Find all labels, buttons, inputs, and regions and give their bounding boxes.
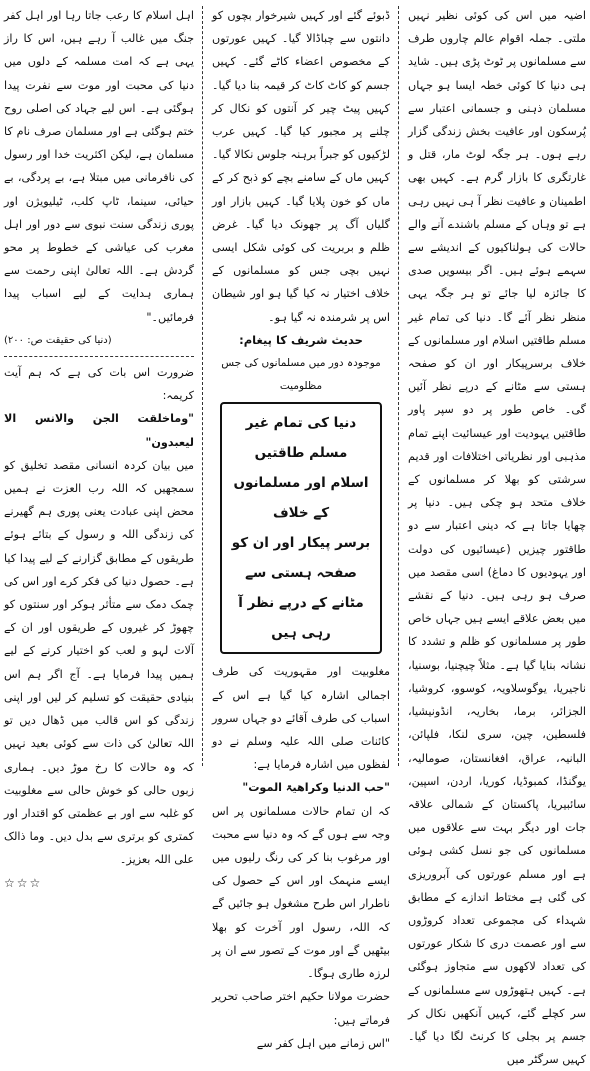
pull-quote-line: اسلام اور مسلمانوں کے خلاف (233, 475, 369, 522)
middle-paragraph-2: مغلوبیت اور مقہوریت کی طرف اجمالی اشارہ کیا گیا ہے اس کے اسباب کی طرف آقائے دو جہاں سرور کائنات صلی اللہ علیہ وسلم نے دو لفظوں میں اشارہ فرمایا ہے: (212, 665, 390, 772)
hadith-quote: "حب الدنیا وکراھیۃ الموت" (242, 781, 390, 795)
column-right-paragraph: اضیہ میں اس کی کوئی نظیر نہیں ملتی۔ جملہ اقوام عالم چاروں طرف سے مسلمانوں پر ٹوٹ پڑی ہیں۔ شاید ہی دنیا کا کوئی خطہ ایسا ہو جہاں مسلمان ذہنی و جسمانی اعتبار سے پُرسکون اور عافیت بخش زندگی گزار رہے ہوں۔ ہر جگہ لوٹ مار، قتل و غارتگری کا بازار گرم ہے۔ کہیں بھی اطمینان و عافیت نظر آ ہی نہیں رہی ہے تو وہاں کے مسلم باشندے آنے والے حالات کی ہولناکیوں کے اندیشے سے سہمے ہوئے ہیں۔ اگر بیسویں صدی کا جائزہ لیا جائے تو ہر جگہ یہی منظر نظر آئے گا۔ دنیا کی تمام غیر مسلم طاقتیں اسلام اور مسلمانوں کے خلاف برسرپیکار اور ان کو صفحہ ہستی سے مٹانے کے درپے نظر آئیں گی۔ خاص طور پر دو سپر پاور طاقتیں یہودیت اور عیسائیت اپنے تمام مذہبی اور نظریاتی اختلافات اور قدیم سرشتی کو بھلا کر مسلمانوں کے خلاف متحد ہو چکی ہیں۔ دنیا پر چھایا جاتا ہے کہ دینی اعتبار سے دو طاقتور چیزیں (عیسائیوں کی دولت اور یہودیوں کا دماغ) اسی مقصد میں صرف ہو رہی ہیں۔ دنیا کے نقشے میں بعض علاقے ایسے ہیں جہاں خاص طور پر مسلمانوں کو ظلم و تشدد کا نشانہ بنایا گیا ہے۔ مثلاً چیچنیا، بوسنیا، ناجیریا، یوگوسلاویہ، کوسوو، کروشیا، الجزائر، برما، بخاریہ، انڈونیشیا، فلسطین، چین، سری لنکا، فلپائن، البانیہ، عراق، افغانستان، صومالیہ، یوگنڈا، کمبوڈیا، کوریا، اردن، اسپین، سائبیریا، پاکستان کے شمالی علاقہ جات اور دیگر بہت سے علاقوں میں مسلمانوں کی جو نسل کشی ہوئی ہے اور مسلم عورتوں کی آبروریزی کی گئی ہے مختاط اندازے کے مطابق شہداء کی مجموعی تعداد کروڑوں سے اور عصمت دری کا شکار عورتوں کی تعداد لاکھوں سے متجاوز ہوگئی ہے۔ کہیں ہتھوڑوں سے مسلمانوں کے سر کچلے گئے، کہیں آنکھیں نکال کر جسم پر بجلی کا کرنٹ لگا دیا گیا۔ کہیں سرگٹر میں (408, 9, 586, 1067)
column-right (408, 4, 586, 1067)
pull-quote-line: مٹانے کے درپے نظر آ رہی ہیں (238, 595, 364, 642)
middle-paragraph-4: حضرت مولانا حکیم اختر صاحب تحریر فرماتے ہیں: (212, 990, 390, 1027)
reference-citation: (دنیا کی حقیقت ص: ۲۰۰) (4, 334, 112, 346)
divider-line (4, 356, 194, 357)
middle-paragraph-5: "اس زمانے میں اہل کفر سے (256, 1036, 390, 1050)
pull-quote-box (220, 402, 382, 654)
quran-verse: "وماخلقت الجن والانس الا لیعبدون" (4, 412, 194, 449)
column-middle (212, 4, 390, 1050)
left-paragraph-2: ضرورت اس بات کی ہے کہ ہم آیت کریمہ: (4, 366, 194, 403)
left-paragraph-3: میں بیان کردہ انسانی مقصد تخلیق کو سمجھیں کہ اللہ رب العزت نے ہمیں محض اپنی عبادت یعنی پوری ہم گھیرنے کی زندگی اللہ و رسول کے بتائے ہوئے طریقوں کے مطابق گزارنے کے لیے پیدا کیا ہے۔ حصول دنیا کی فکر کرے اور اس کی چمک دمک سے متأثر ہوکر اور سنتوں کو چھوڑ کر غیروں کے طریقوں اور ان کے آلات لہو و لعب کو اختیار کرنے کے لیے ہمیں پیدا فرمایا ہے۔ آج اگر ہم اس بنیادی حقیقت کو تسلیم کر لیں اور اپنی زندگی کو اس قالب میں ڈھال دیں تو اللہ تعالیٰ کی ذات سے کوئی بعید نہیں کہ وہ حالات کا رخ موڑ دیں۔ ہماری زبوں حالی کو خوش حالی سے مغلوبیت کو غلبہ سے اور بے عظمتی کو اقتدار اور کمتری کو برتری سے بدل دیں۔ وما ذالک علی اللہ بعزیز۔ (4, 458, 194, 867)
newspaper-page (4, 4, 586, 1067)
middle-paragraph-3: کہ ان تمام حالات مسلمانوں پر اس وجہ سے ہوں گے کہ وہ دنیا سے محبت اور مرغوب بنا کر کی رنگ رلیوں میں ایسے منہمک اور اس کے حصول کی ناطرار اس طرح مشغول ہو جائیں گے کہ اللہ، رسول اور آخرت کو بھلا بیٹھیں گے اور موت کے تصور سے ان پر لرزہ طاری ہوگا۔ (212, 804, 390, 981)
column-divider (202, 6, 203, 766)
end-stars: ☆☆☆ (4, 875, 43, 890)
section-heading: حدیث شریف کا پیغام: (239, 332, 363, 347)
column-divider (398, 6, 399, 766)
pull-quote-line: برسر پیکار اور ان کو صفحہ ہستی سے (231, 535, 371, 582)
left-paragraph-1: اہل اسلام کا رعب جاتا رہا اور اہل کفر جنگ میں غالب آ رہے ہیں، اس کا راز یہی ہے کہ امت مسلمہ کے دلوں میں دنیا کی محبت اور موت سے نفرت پیدا ہوگئی ہے۔ اس لیے جہاد کی اصلی روح ختم ہوگئی ہے اور مسلمان صرف نام کا مسلمان ہے، لیکن اکثریت خدا اور رسول کی نافرمانی میں مبتلا ہے، بے پردگی، بے حیائی، سینما، ٹاپ کلب، ٹیلیویژن اور پوری زندگی سنت نبوی سے دور اور اہل مغرب کی عیاشی کے خطوط پر محو گردش ہے۔ اللہ تعالیٰ اپنی رحمت سے ہماری ہدایت کے لیے اسباب پیدا فرمائیں۔" (4, 9, 194, 324)
middle-paragraph-1: ڈبوئے گئے اور کہیں شیرخوار بچوں کو دانتوں سے چباڈالا گیا۔ کہیں عورتوں کے مخصوص اعضاء کاٹے گئے۔ کہیں جسم کو کاٹ کاٹ کر قیمہ بنا دیا گیا۔ کہیں پیٹ چیر کر آنتوں کو نکال کر چلنے پر مجبور کیا گیا۔ کہیں عرب لڑکیوں کو جبراً برہنہ جلوس نکالا گیا۔ کہیں ماں کے سامنے بچے کو ذبح کر کے ماں کو خون پلایا گیا۔ کہیں بازار اور گلیاں آگ پر جھونک دیا گیا۔ غرض ظلم و بربریت کی کوئی شکل ایسی نہیں بچی جس کو مسلمانوں کے خلاف اختیار نہ کیا گیا ہو اور شیطان اس پر شرمندہ نہ گیا ہو۔ (212, 9, 390, 324)
column-left (4, 4, 194, 890)
pull-quote-line: دنیا کی تمام غیر مسلم طاقتیں (245, 415, 357, 462)
section-subline: موجودہ دور میں مسلمانوں کی جس مظلومیت (221, 357, 381, 393)
